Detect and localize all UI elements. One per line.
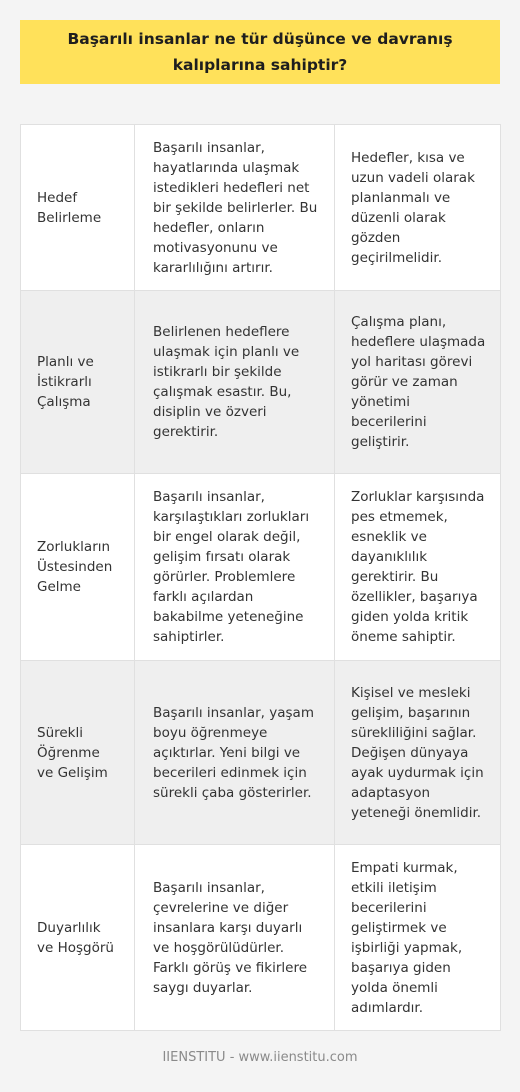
page-title: Başarılı insanlar ne tür düşünce ve davranış kalıplarına sahiptir? <box>67 30 453 74</box>
footer-credit: IIENSTITU - www.iienstitu.com <box>162 1050 358 1065</box>
table-row <box>21 291 501 474</box>
note-cell: Empati kurmak, etkili iletişim becerilerini geliştirmek ve işbirliği yapmak, başarıya giden yolda önemli adımlardır. <box>335 845 501 1031</box>
description-cell: Başarılı insanlar, çevrelerine ve diğer insanlara karşı duyarlı ve hoşgörülüdürler. Farklı görüş ve fikirlere saygı duyarlar. <box>135 845 335 1031</box>
table-row <box>21 474 501 661</box>
note-cell: Kişisel ve mesleki gelişim, başarının sürekliliğini sağlar. Değişen dünyaya ayak uydurmak için adaptasyon yeteneği önemlidir. <box>335 661 501 845</box>
description-cell: Belirlenen hedeflere ulaşmak için planlı ve istikrarlı bir şekilde çalışmak esastır. Bu, disiplin ve özveri gerektirir. <box>135 291 335 474</box>
topic-cell: Sürekli Öğrenme ve Gelişim <box>21 661 135 845</box>
note-cell: Hedefler, kısa ve uzun vadeli olarak planlanmalı ve düzenli olarak gözden geçirilmelidir. <box>335 125 501 291</box>
table-row <box>21 661 501 845</box>
info-table <box>20 124 501 1031</box>
topic-cell: Hedef Belirleme <box>21 125 135 291</box>
description-cell: Başarılı insanlar, yaşam boyu öğrenmeye açıktırlar. Yeni bilgi ve becerileri edinmek için sürekli çaba gösterirler. <box>135 661 335 845</box>
note-cell: Zorluklar karşısında pes etmemek, esneklik ve dayanıklılık gerektirir. Bu özellikler, başarıya giden yolda kritik öneme sahiptir. <box>335 474 501 661</box>
topic-cell: Planlı ve İstikrarlı Çalışma <box>21 291 135 474</box>
title-banner <box>20 20 500 84</box>
topic-cell: Zorlukların Üstesinden Gelme <box>21 474 135 661</box>
description-cell: Başarılı insanlar, karşılaştıkları zorlukları bir engel olarak değil, gelişim fırsatı olarak görürler. Problemlere farklı açılardan bakabilme yeteneğine sahiptirler. <box>135 474 335 661</box>
note-cell: Çalışma planı, hedeflere ulaşmada yol haritası görevi görür ve zaman yönetimi becerilerini geliştirir. <box>335 291 501 474</box>
topic-cell: Duyarlılık ve Hoşgörü <box>21 845 135 1031</box>
table-row <box>21 125 501 291</box>
description-cell: Başarılı insanlar, hayatlarında ulaşmak istedikleri hedefleri net bir şekilde belirlerler. Bu hedefler, onların motivasyonunu ve kararlılığını artırır. <box>135 125 335 291</box>
table-row <box>21 845 501 1031</box>
